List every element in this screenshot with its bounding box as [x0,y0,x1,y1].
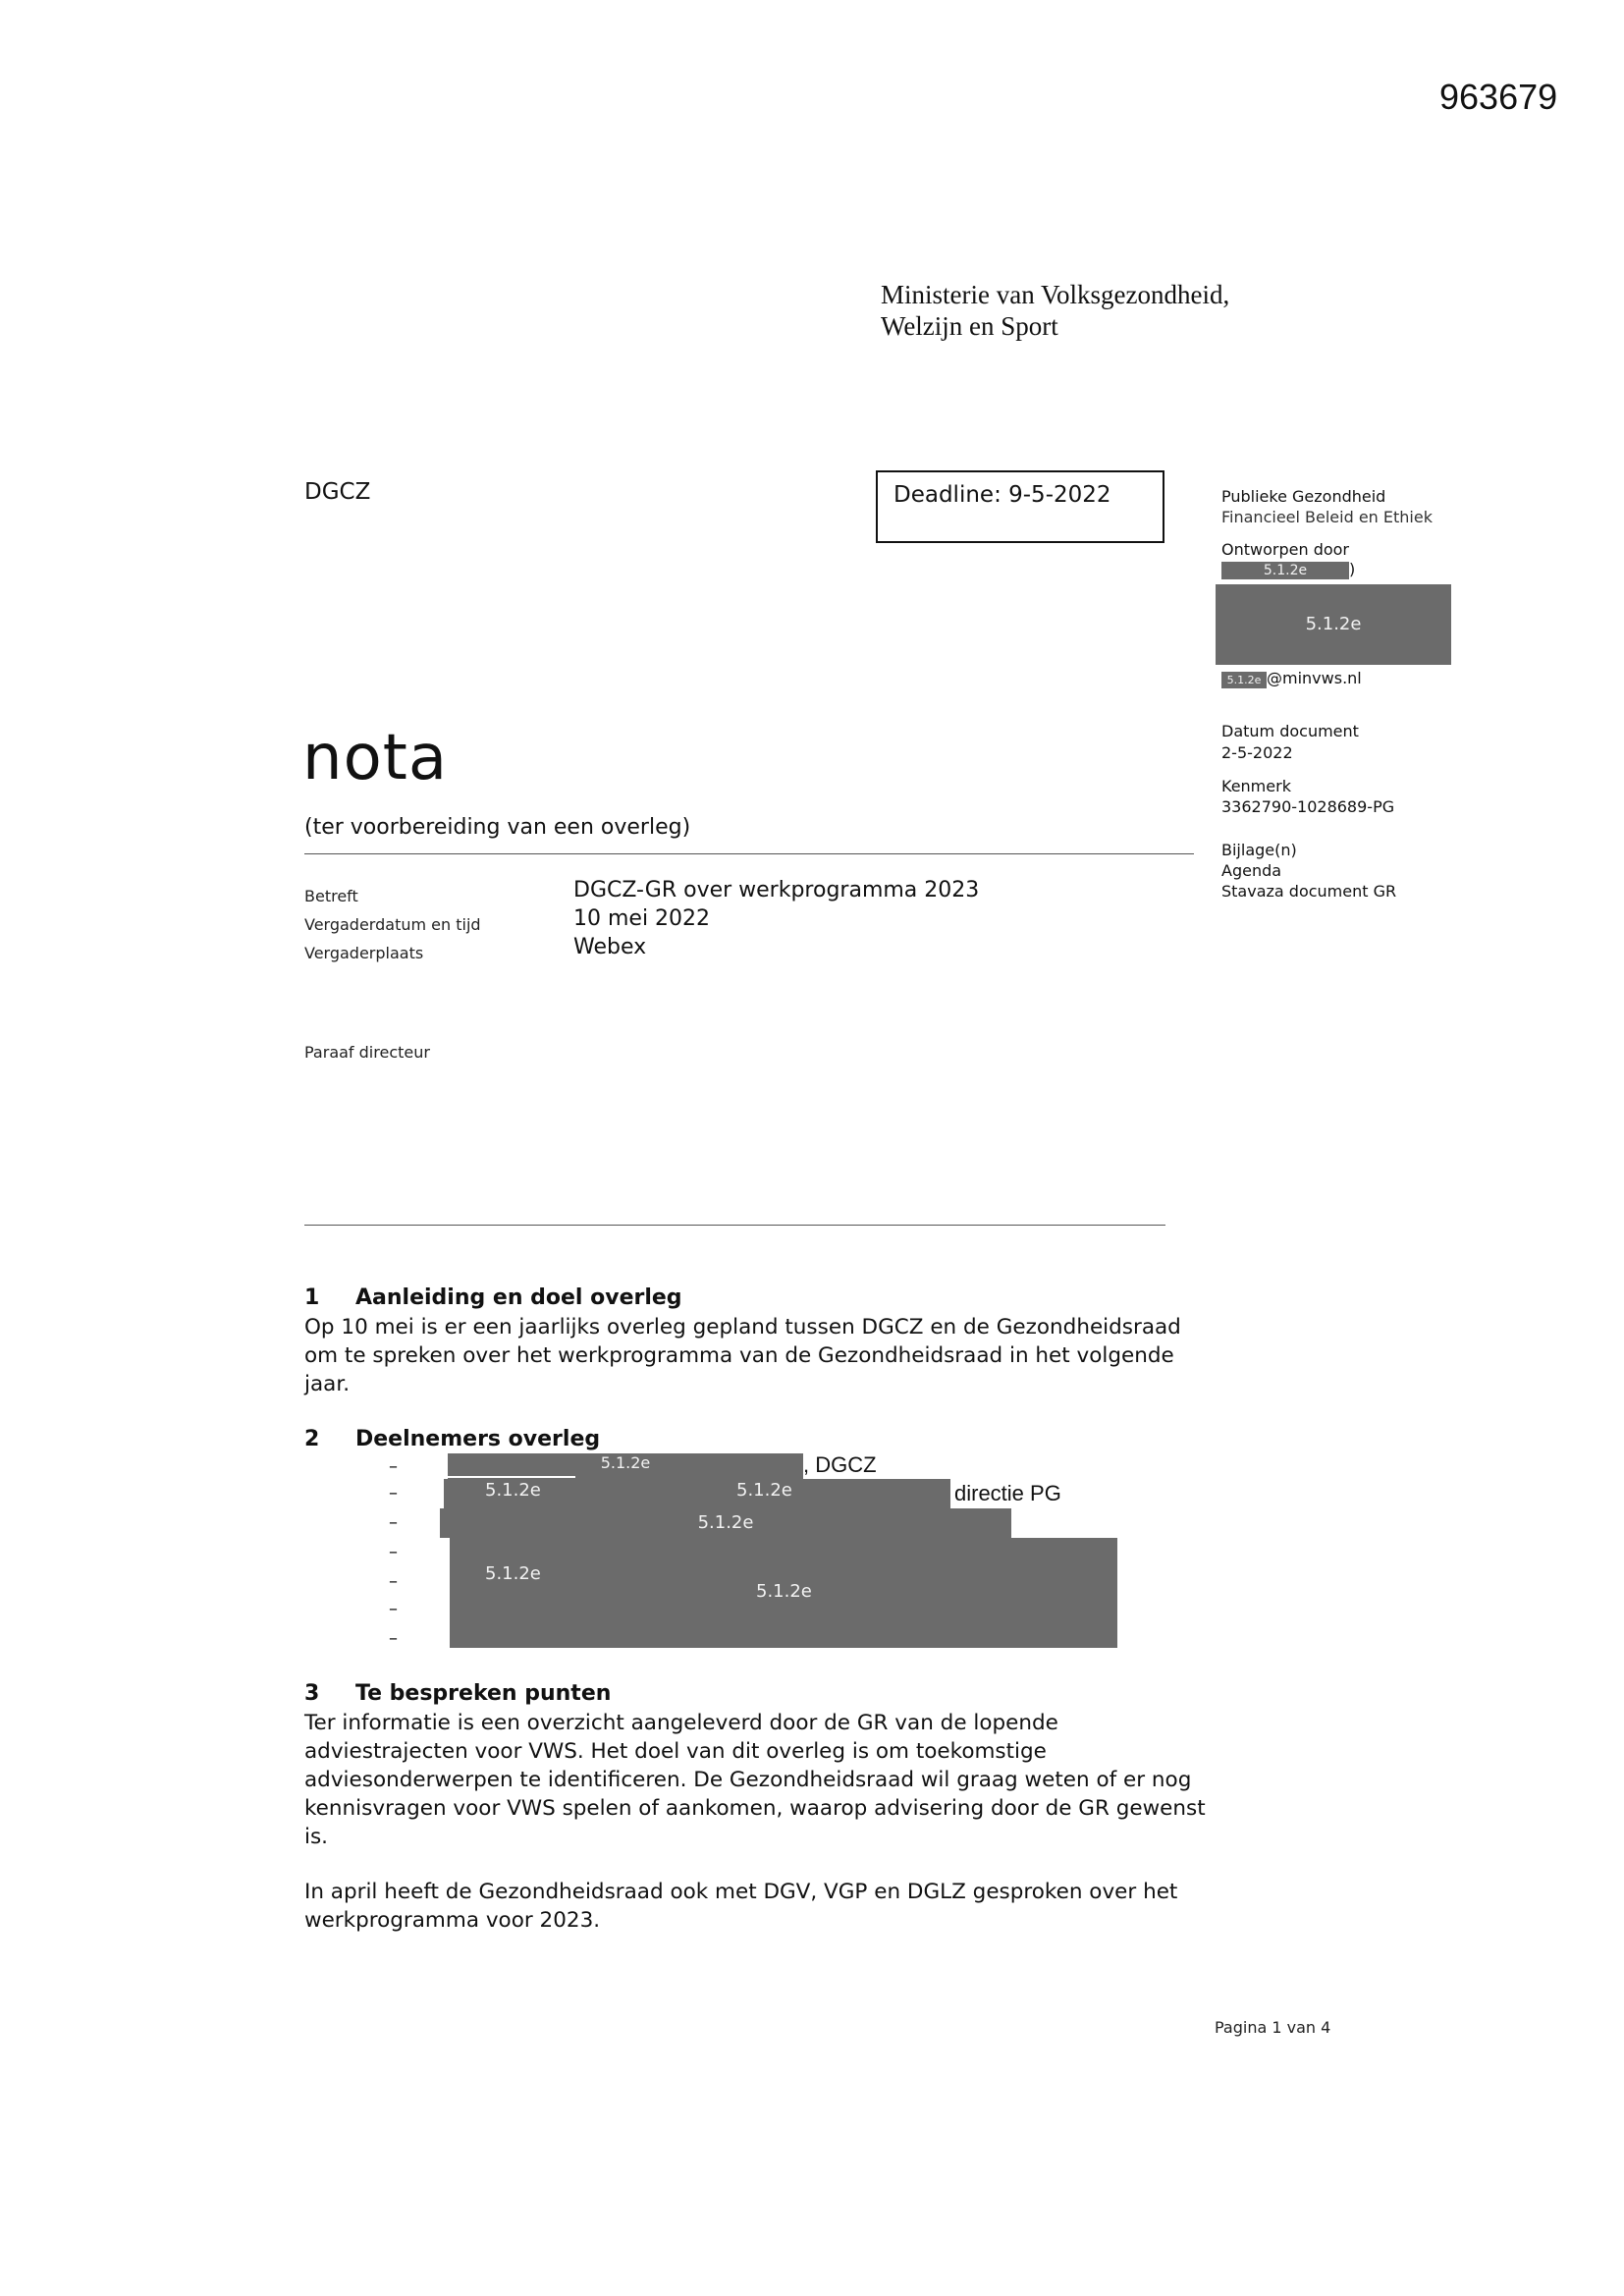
sidebar-org-title: Publieke Gezondheid [1221,487,1386,506]
ministry-line-1: Ministerie van Volksgezondheid, [881,280,1230,309]
list-dash: – [389,1483,398,1503]
sidebar-designer-line: 5.1.2e ) [1221,559,1355,579]
redaction-block: 5.1.2e [448,1453,803,1479]
section-text: Op 10 mei is er een jaarlijks overleg gepland tussen DGCZ en de Gezondheidsraad om te spreken over het werkprogramma van de Gezondheidsraad in het volgende jaar. [304,1315,1181,1396]
sidebar-ref-label: Kenmerk [1221,777,1291,795]
divider [304,853,1194,854]
redaction-block: 5.1.2e [440,1508,1011,1538]
meta-label: Betreft [304,887,358,905]
list-dash: – [389,1542,398,1562]
page-footer: Pagina 1 van 4 [1215,2018,1331,2037]
section-text: In april heeft de Gezondheidsraad ook met DGV, VGP en DGLZ gesproken over het werkprogramma voor 2023. [304,1880,1178,1933]
redaction-label: 5.1.2e [485,1563,541,1584]
redaction-label: 5.1.2e [485,1480,541,1501]
list-dash: – [389,1599,398,1619]
redaction-label: 5.1.2e [756,1581,812,1602]
sidebar-attach-label: Bijlage(n) [1221,841,1297,859]
sidebar-attach-item: Agenda [1221,861,1282,880]
meta-label: Vergaderplaats [304,944,424,962]
section-heading: 2 Deelnemers overleg [304,1427,601,1451]
meta-value: Webex [573,935,647,959]
meta-value: DGCZ-GR over werkprogramma 2023 [573,878,980,902]
sidebar-ref-value: 3362790-1028689-PG [1221,797,1395,816]
list-dash: – [389,1456,398,1477]
deadline-text: Deadline: 9-5-2022 [893,482,1111,508]
paraaf-label: Paraaf directeur [304,1043,430,1062]
sidebar-date-label: Datum document [1221,722,1359,740]
redaction-block: 5.1.2e [1216,584,1451,665]
list-dash: – [389,1571,398,1592]
divider [304,1225,1165,1226]
document-number: 963679 [1439,77,1558,117]
section-text: Ter informatie is een overzicht aangeleverd door de GR van de lopende adviestrajecten voor VWS. Het doel van dit overleg is om toekomstige adviesonderwerpen te identificeren. De Gezondheidsraad wil graag weten of er nog kennisvragen voor VWS spelen of aankomen, waarop advisering door de GR gewenst is. [304,1711,1206,1849]
department: DGCZ [304,479,371,505]
meta-label: Vergaderdatum en tijd [304,915,481,934]
document-subtitle: (ter voorbereiding van een overleg) [304,815,691,840]
participant-suffix: directie PG [954,1481,1061,1505]
document-title: nota [302,722,449,794]
list-dash: – [389,1512,398,1533]
redaction-block: 5.1.2e [1221,672,1267,688]
redaction-label: 5.1.2e [736,1480,792,1501]
list-dash: – [389,1628,398,1649]
redaction-gap [448,1476,575,1478]
section-heading: 1 Aanleiding en doel overleg [304,1285,682,1310]
ministry-line-2: Welzijn en Sport [881,311,1058,341]
sidebar-designed-by-label: Ontworpen door [1221,540,1349,559]
sidebar-date-value: 2-5-2022 [1221,743,1293,762]
section-heading: 3 Te bespreken punten [304,1681,612,1706]
sidebar-org-sub: Financieel Beleid en Ethiek [1221,508,1433,526]
ministry-name [881,279,1229,342]
participant-suffix: , DGCZ [803,1452,877,1477]
meta-value: 10 mei 2022 [573,906,711,931]
deadline-box [876,470,1164,543]
sidebar-email: 5.1.2e @minvws.nl [1221,668,1362,688]
sidebar-attach-item: Stavaza document GR [1221,882,1397,901]
redaction-block: 5.1.2e [1221,562,1349,579]
